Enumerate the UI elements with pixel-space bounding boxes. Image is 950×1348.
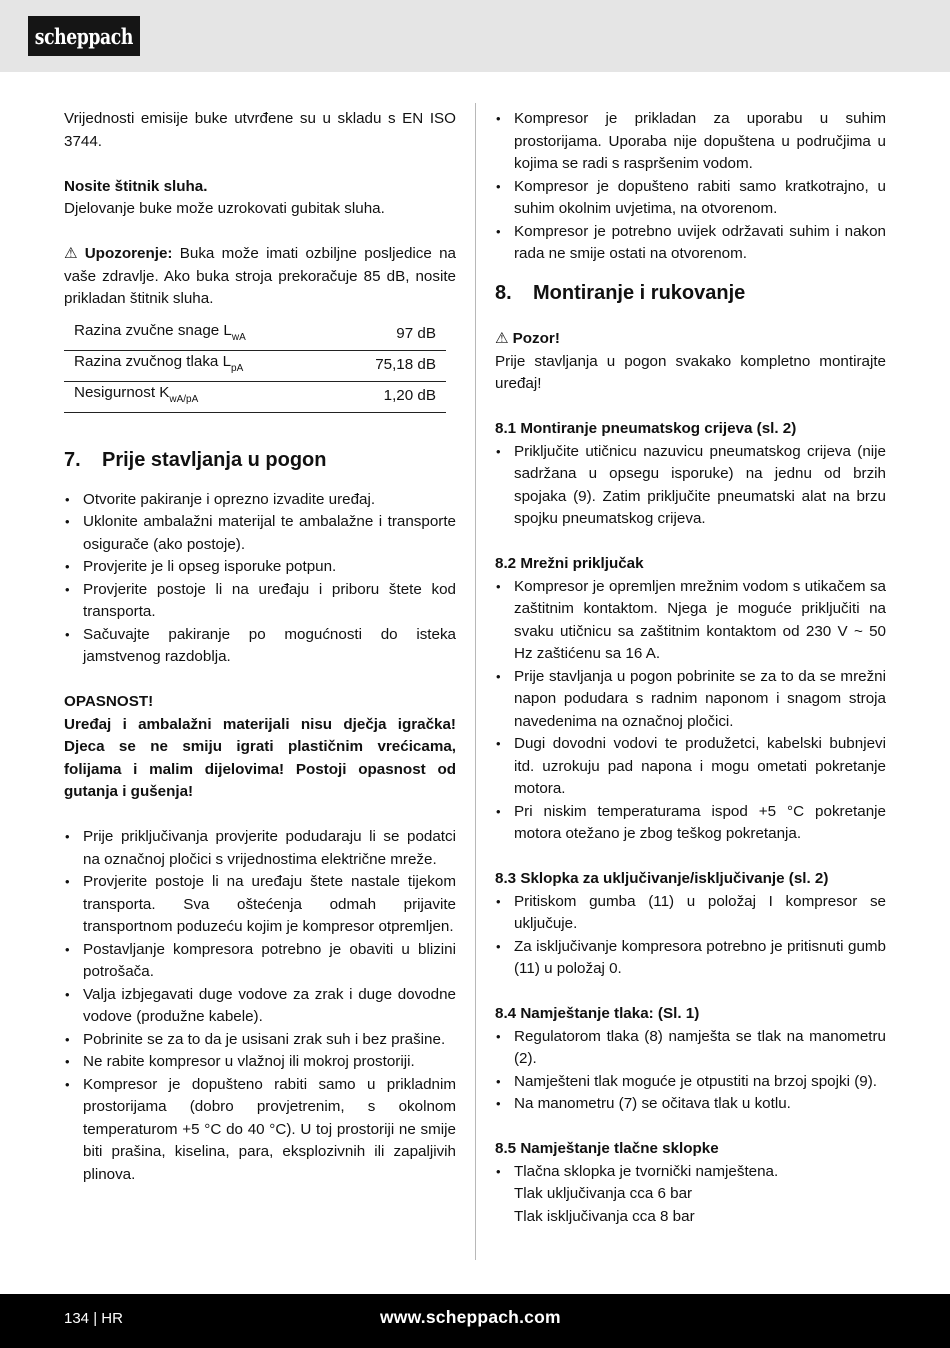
list-item: • Na manometru (7) se očitava tlak u kotlu. xyxy=(495,1093,886,1116)
list-item: • Prije priključivanja provjerite podudaraju li se podatci na označnoj pločici s vrijednostima električne mreže. xyxy=(64,826,456,871)
section-8-number: 8. xyxy=(495,281,512,304)
section-8-1-list xyxy=(495,441,886,531)
list-item: • Za isključivanje kompresora potrebno je pritisnuti gumb (11) u položaj 0. xyxy=(495,936,886,981)
list-item: • Regulatorom tlaka (8) namješta se tlak na manometru (2). xyxy=(495,1026,886,1071)
header-bar xyxy=(0,0,950,72)
list-item: • Pobrinite se za to da je usisani zrak suh i bez prašine. xyxy=(64,1029,456,1052)
environment-list xyxy=(495,108,886,266)
website-link[interactable]: www.scheppach.com xyxy=(380,1307,561,1327)
list-item: • Kompresor je prikladan za uporabu u suhim prostorijama. Uporaba nije dopuštena u područjima u kojima se radi s raspršenim vodom. xyxy=(495,108,886,176)
right-column xyxy=(495,108,886,1228)
noise-row xyxy=(64,382,446,413)
warning-icon: ⚠ xyxy=(64,245,81,262)
noise-label: Razina zvučne snage L xyxy=(74,321,232,339)
section-8-5-title: 8.5 Namještanje tlačne sklopke xyxy=(495,1140,719,1157)
section-8-2-list xyxy=(495,576,886,846)
list-item: • Tlačna sklopka je tvornički namještena. xyxy=(495,1161,886,1184)
warning-text: Buka može imati ozbiljne posljedice na vaše zdravlje. Ako buka stroja prekoračuje 85 dB, nosite prikladan štitnik sluha. xyxy=(64,245,457,307)
page-number: 134 | HR xyxy=(64,1310,123,1327)
list-item: • Kompresor je potrebno uvijek održavati suhim i nakon rada ne smije ostati na otvorenom. xyxy=(495,221,886,266)
noise-row xyxy=(64,351,446,382)
section-8-3-title: 8.3 Sklopka za uključivanje/isključivanje (sl. 2) xyxy=(495,870,829,887)
caution-title-line xyxy=(495,328,886,351)
noise-value: 97 dB xyxy=(396,325,436,343)
list-item: • Pritiskom gumba (11) u položaj I kompresor se uključuje. xyxy=(495,891,886,936)
list-item: • Provjerite postoje li na uređaju štete nastale tijekom transporta. Sva oštećenja odmah prijavite transportnom poduzeću kojim je kompresor otpremljen. xyxy=(64,871,456,939)
section-7-title: Prije stavljanja u pogon xyxy=(102,448,327,471)
hearing-protection-text: Djelovanje buke može uzrokovati gubitak sluha. xyxy=(64,200,385,217)
danger-title: OPASNOST! xyxy=(64,693,154,710)
section-8-1-title: 8.1 Montiranje pneumatskog crijeva (sl. 2) xyxy=(495,420,797,437)
section-8-4-title: 8.4 Namještanje tlaka: (Sl. 1) xyxy=(495,1005,700,1022)
emission-paragraph: Vrijednosti emisije buke utvrđene su u skladu s EN ISO 3744. xyxy=(64,110,456,150)
noise-label: Razina zvučnog tlaka L xyxy=(74,352,232,370)
list-item: • Kompresor je opremljen mrežnim vodom s utikačem sa zaštitnim kontaktom. Njega je moguće priključiti na svaku utičnicu sa zaštitnim kontaktom od 230 V ~ 50 Hz zaštićenu sa 16 A. xyxy=(495,576,886,666)
list-item: • Provjerite je li opseg isporuke potpun. xyxy=(64,556,456,579)
noise-label-sub: wA/pA xyxy=(169,393,199,405)
section-8-heading xyxy=(495,280,886,306)
noise-row xyxy=(64,320,446,351)
noise-label-sub: wA xyxy=(231,331,246,343)
caution-text: Prije stavljanja u pogon svakako kompletno montirajte uređaj! xyxy=(495,352,886,392)
brand-logo xyxy=(28,16,140,56)
list-item: • Postavljanje kompresora potrebno je obaviti u blizini potrošača. xyxy=(64,939,456,984)
list-item: • Ne rabite kompresor u vlažnoj ili mokroj prostoriji. xyxy=(64,1051,456,1074)
list-item: • Uklonite ambalažni materijal te ambalažne i transporte osigurače (ako postoje). xyxy=(64,511,456,556)
left-column xyxy=(64,108,456,1186)
section-8-2-title: 8.2 Mrežni priključak xyxy=(495,555,644,572)
check-list xyxy=(64,826,456,1186)
section-8-title: Montiranje i rukovanje xyxy=(533,281,746,304)
danger-text: Uređaj i ambalažni materijali nisu dječja igračka! Djeca se ne smiju igrati plastičnim vrećicama, folijama i malim dijelovima! Postoji opasnost od gutanja i gušenja! xyxy=(64,715,456,800)
warning-label: Upozorenje: xyxy=(84,245,173,262)
pressure-on-line: Tlak uključivanja cca 6 bar xyxy=(514,1185,693,1202)
noise-value: 1,20 dB xyxy=(383,387,436,405)
list-item: • Dugi dovodni vodovi te produžetci, kabelski bubnjevi itd. uzrokuju pad napona i mogu ometati pokretanje motora. xyxy=(495,733,886,801)
warning-paragraph xyxy=(64,243,456,311)
caution-icon: ⚠ xyxy=(495,330,509,347)
noise-table xyxy=(64,320,446,413)
list-item: • Namješteni tlak moguće je otpustiti na brzoj spojki (9). xyxy=(495,1071,886,1094)
noise-label: Nesigurnost K xyxy=(74,383,170,401)
caution-title: Pozor! xyxy=(512,330,560,347)
footer-bar xyxy=(0,1294,950,1348)
list-item: • Sačuvajte pakiranje po mogućnosti do isteka jamstvenog razdoblja. xyxy=(64,624,456,669)
list-item: • Priključite utičnicu nazuvicu pneumatskog crijeva (nije sadržana u opsegu isporuke) na jednu od brzih spojaka (9). Zatim priključite pneumatski alat na brzu spojku pneumatskog crijeva. xyxy=(495,441,886,531)
list-item: • Otvorite pakiranje i oprezno izvadite uređaj. xyxy=(64,489,456,512)
section-7-number: 7. xyxy=(64,448,81,471)
section-8-3-list xyxy=(495,891,886,981)
logo-text: scheppach xyxy=(34,23,134,49)
list-item: • Valja izbjegavati duge vodove za zrak i duge dovodne vodove (produžne kabele). xyxy=(64,984,456,1029)
list-item: • Prije stavljanja u pogon pobrinite se za to da se mrežni napon podudara s radnim naponom i snagom stroja navedenima na označnoj pločici. xyxy=(495,666,886,734)
pressure-off-line: Tlak isključivanja cca 8 bar xyxy=(514,1207,695,1225)
section-8-4-list xyxy=(495,1026,886,1116)
column-divider xyxy=(475,103,476,1260)
list-item: • Kompresor je dopušteno rabiti samo kratkotrajno, u suhim okolnim uvjetima, na otvorenom. xyxy=(495,176,886,221)
hearing-protection-title: Nosite štitnik sluha. xyxy=(64,177,208,195)
section-7-heading xyxy=(64,447,456,473)
section-8-5-list xyxy=(495,1161,886,1184)
noise-value: 75,18 dB xyxy=(375,356,436,374)
list-item: • Provjerite postoje li na uređaju i priboru štete kod transporta. xyxy=(64,579,456,624)
list-item: • Kompresor je dopušteno rabiti samo u prikladnim prostorijama (dobro provjetrenim, s okolnom temperaturom +5 °C do 40 °C). U toj prostoriji ne smije biti prašina, kiselina, para, eksplozivnih ili zapaljivih plinova. xyxy=(64,1074,456,1187)
list-item: • Pri niskim temperaturama ispod +5 °C pokretanje motora otežano je zbog teškog pokretanja. xyxy=(495,801,886,846)
section-7-list xyxy=(64,489,456,669)
noise-label-sub: pA xyxy=(231,362,244,374)
